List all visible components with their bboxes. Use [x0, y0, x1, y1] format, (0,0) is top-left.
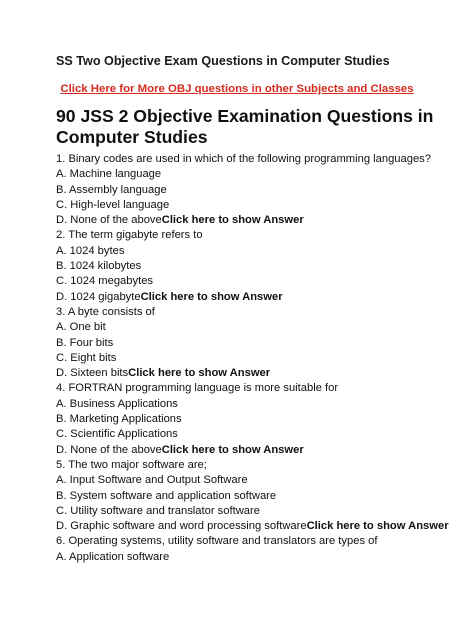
option-label: A. 1024 bytes: [56, 244, 125, 257]
option-label: A. Machine language: [56, 168, 162, 181]
option-label: D. Sixteen bits: [56, 367, 129, 380]
option-label: D. 1024 gigabyte: [56, 290, 141, 303]
show-answer-link[interactable]: Click here to show Answer: [128, 367, 271, 380]
answer-option: [56, 473, 456, 488]
option-label: A. Input Software and Output Software: [56, 474, 248, 487]
show-answer-link[interactable]: Click here to show Answer: [306, 520, 449, 533]
answer-option: [56, 412, 456, 427]
answer-option: [56, 320, 456, 335]
document-title: SS Two Objective Exam Questions in Computer Studies: [56, 54, 390, 68]
answer-option: [56, 213, 456, 228]
question-label: 1. Binary codes are used in which of the following programming languages?: [56, 153, 431, 165]
question-text: [56, 228, 456, 243]
question-text: [56, 458, 456, 473]
option-label: C. Eight bits: [56, 351, 117, 364]
answer-option: [56, 519, 456, 534]
option-label: C. Scientific Applications: [56, 428, 178, 441]
show-answer-link[interactable]: Click here to show Answer: [140, 290, 283, 303]
option-label: B. Four bits: [56, 336, 114, 349]
question-text: [56, 534, 456, 549]
option-label: D. Graphic software and word processing software: [56, 520, 307, 533]
question-text: [56, 381, 456, 396]
option-label: B. System software and application software: [56, 489, 277, 502]
question-label: 6. Operating systems, utility software and translators are types of: [56, 535, 378, 548]
answer-option: [56, 427, 456, 442]
answer-option: [56, 259, 456, 274]
answer-option: [56, 443, 456, 458]
answer-option: [56, 397, 456, 412]
answer-option: [56, 290, 456, 305]
option-label: C. Utility software and translator software: [56, 504, 260, 517]
page-heading: 90 JSS 2 Objective Examination Questions in Computer Studies: [56, 106, 434, 147]
answer-option: [56, 274, 456, 289]
option-label: D. None of the above: [56, 214, 162, 227]
option-label: B. Assembly language: [56, 183, 167, 196]
option-label: A. Business Applications: [56, 397, 178, 410]
answer-option: [56, 336, 456, 351]
option-label: A. One bit: [56, 321, 106, 334]
option-label: B. Marketing Applications: [56, 413, 182, 426]
option-label: A. Application software: [56, 550, 170, 563]
answer-option: [56, 244, 456, 259]
more-questions-link[interactable]: Click Here for More OBJ questions in other Subjects and Classes: [60, 83, 414, 95]
question-label: 2. The term gigabyte refers to: [56, 229, 203, 242]
option-label: C. High-level language: [56, 198, 170, 211]
answer-option: [56, 351, 456, 366]
question-label: 5. The two major software are;: [56, 458, 207, 471]
answer-option: [56, 504, 456, 519]
answer-option: [56, 489, 456, 504]
show-answer-link[interactable]: Click here to show Answer: [161, 214, 304, 227]
option-label: C. 1024 megabytes: [56, 275, 154, 288]
show-answer-link[interactable]: Click here to show Answer: [161, 443, 304, 456]
option-label: D. None of the above: [56, 443, 162, 456]
question-label: 3. A byte consists of: [56, 305, 155, 318]
question-list: [56, 152, 456, 565]
question-label: 4. FORTRAN programming language is more suitable for: [56, 382, 339, 395]
answer-option: [56, 366, 456, 381]
question-text: [56, 152, 456, 167]
answer-option: [56, 550, 456, 565]
answer-option: [56, 183, 456, 198]
option-label: B. 1024 kilobytes: [56, 260, 142, 273]
answer-option: [56, 167, 456, 182]
answer-option: [56, 198, 456, 213]
question-text: [56, 305, 456, 320]
